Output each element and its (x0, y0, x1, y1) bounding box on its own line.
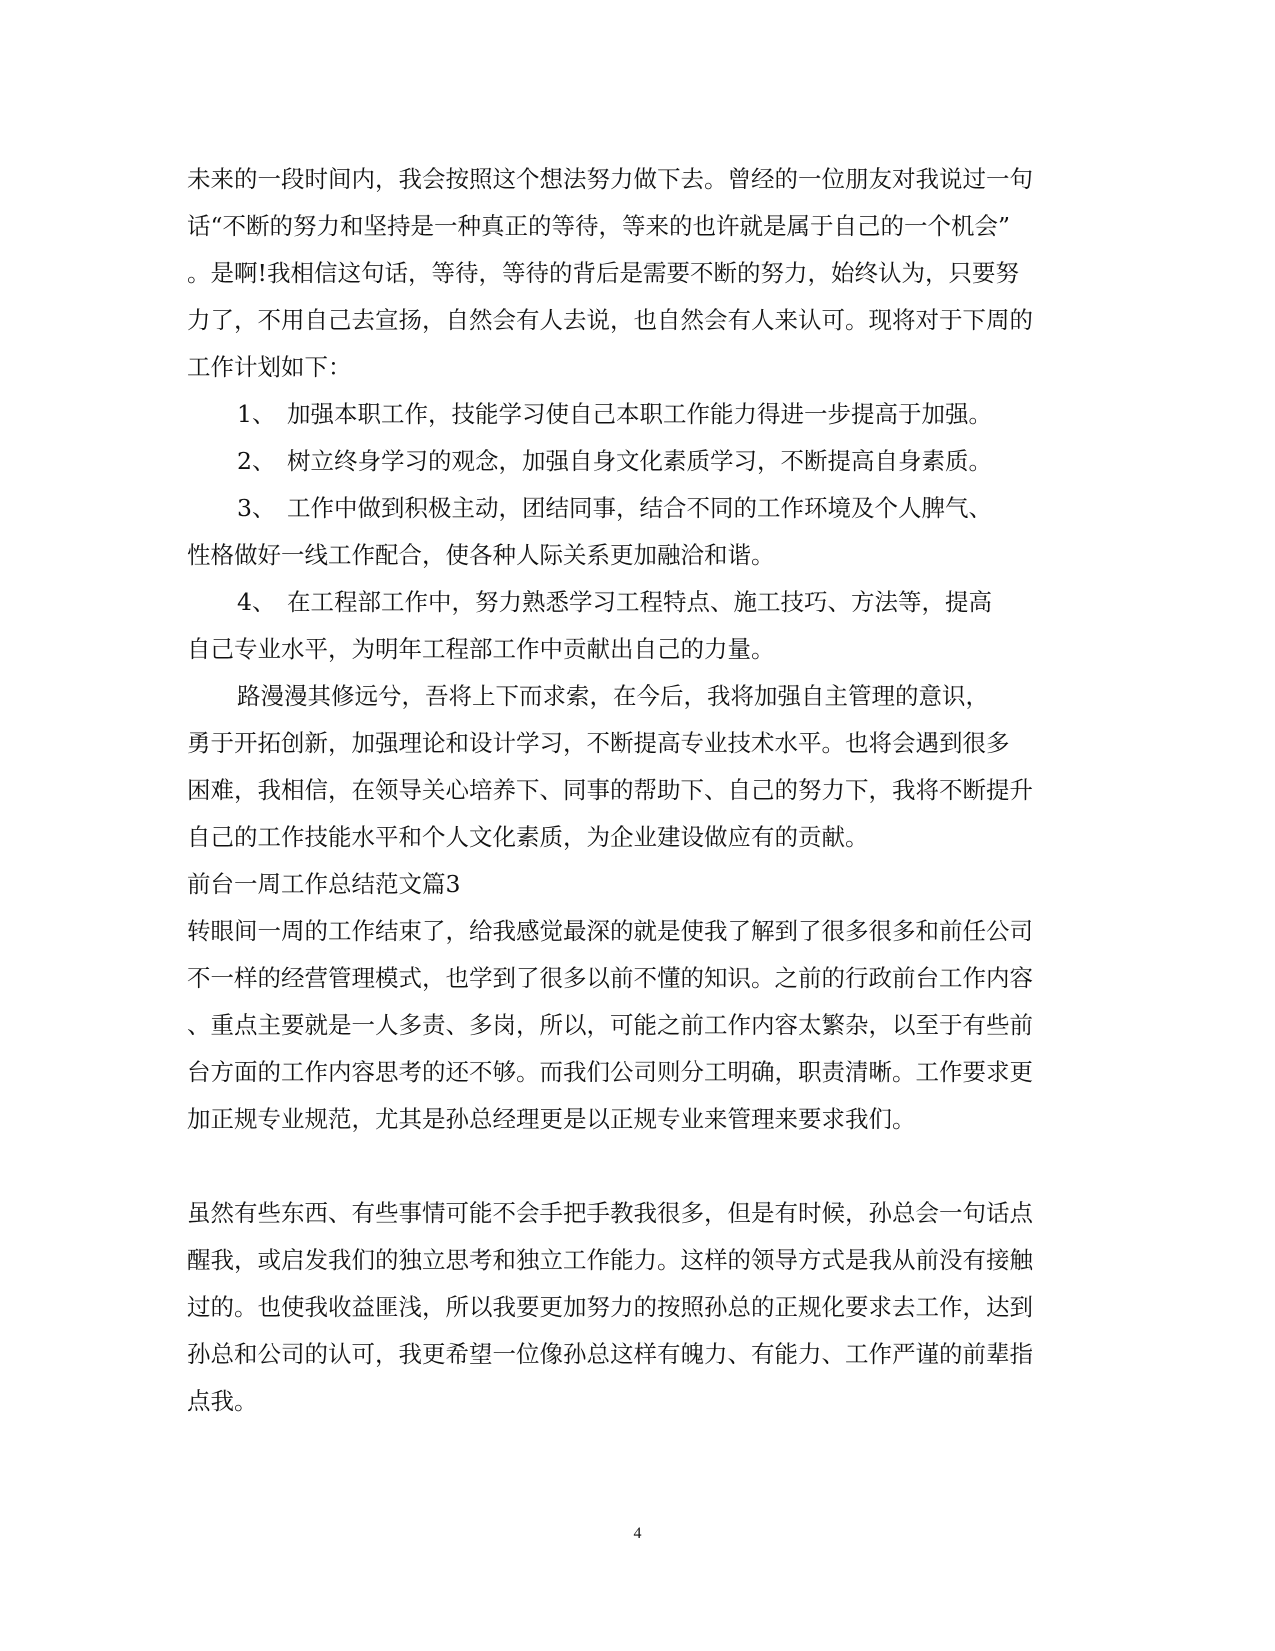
list-item-continuation: 性格做好一线工作配合，使各种人际关系更加融洽和谐。 (187, 541, 775, 569)
paragraph-line: 、重点主要就是一人多责、多岗，所以，可能之前工作内容太繁杂，以至于有些前 (187, 1011, 1033, 1039)
paragraph-line: 过的。也使我收益匪浅，所以我要更加努力的按照孙总的正规化要求去工作，达到 (187, 1293, 1033, 1321)
list-item (237, 493, 992, 523)
paragraph-line: 路漫漫其修远兮，吾将上下而求索，在今后，我将加强自主管理的意识， (237, 682, 989, 710)
paragraph-line: 虽然有些东西、有些事情可能不会手把手教我很多，但是有时候，孙总会一句话点 (187, 1199, 1033, 1227)
list-item-text: 加强本职工作，技能学习使自己本职工作能力得进一步提高于加强。 (287, 400, 992, 428)
paragraph-line: 力了，不用自己去宣扬，自然会有人去说，也自然会有人来认可。现将对于下周的 (187, 306, 1033, 334)
list-item-number: 4、 (237, 588, 276, 616)
section-title: 前台一周工作总结范文篇3 (187, 870, 461, 898)
list-item (237, 587, 992, 617)
paragraph-line: 加正规专业规范，尤其是孙总经理更是以正规专业来管理来要求我们。 (187, 1105, 916, 1133)
list-item (237, 446, 992, 476)
paragraph-line: 醒我，或启发我们的独立思考和独立工作能力。这样的领导方式是我从前没有接触 (187, 1246, 1033, 1274)
list-item-text: 树立终身学习的观念，加强自身文化素质学习，不断提高自身素质。 (287, 447, 992, 475)
list-item-continuation: 自己专业水平，为明年工程部工作中贡献出自己的力量。 (187, 635, 775, 663)
paragraph-line: 工作计划如下： (187, 353, 352, 381)
list-item-number: 2、 (237, 447, 276, 475)
list-item-text: 在工程部工作中，努力熟悉学习工程特点、施工技巧、方法等，提高 (287, 588, 992, 616)
list-item-text: 工作中做到积极主动，团结同事，结合不同的工作环境及个人脾气、 (287, 494, 992, 522)
list-item-number: 1、 (237, 400, 276, 428)
page-number: 4 (633, 1525, 642, 1542)
paragraph-line: 勇于开拓创新，加强理论和设计学习，不断提高专业技术水平。也将会遇到很多 (187, 729, 1010, 757)
paragraph-line: 孙总和公司的认可，我更希望一位像孙总这样有魄力、有能力、工作严谨的前辈指 (187, 1340, 1033, 1368)
paragraph-line: 不一样的经营管理模式，也学到了很多以前不懂的知识。之前的行政前台工作内容 (187, 964, 1033, 992)
list-item (237, 399, 992, 429)
list-item-number: 3、 (237, 494, 276, 522)
paragraph-line: 台方面的工作内容思考的还不够。而我们公司则分工明确，职责清晰。工作要求更 (187, 1058, 1033, 1086)
paragraph-line: 点我。 (187, 1387, 258, 1415)
paragraph-line: 转眼间一周的工作结束了，给我感觉最深的就是使我了解到了很多很多和前任公司 (187, 917, 1033, 945)
paragraph-line: 未来的一段时间内，我会按照这个想法努力做下去。曾经的一位朋友对我说过一句 (187, 165, 1033, 193)
paragraph-line: 。是啊!我相信这句话，等待，等待的背后是需要不断的努力，始终认为，只要努 (187, 259, 1019, 287)
paragraph-line: 自己的工作技能水平和个人文化素质，为企业建设做应有的贡献。 (187, 823, 869, 851)
paragraph-line: 困难，我相信，在领导关心培养下、同事的帮助下、自己的努力下，我将不断提升 (187, 776, 1033, 804)
paragraph-line: 话“不断的努力和坚持是一种真正的等待，等来的也许就是属于自己的一个机会” (187, 212, 1011, 240)
